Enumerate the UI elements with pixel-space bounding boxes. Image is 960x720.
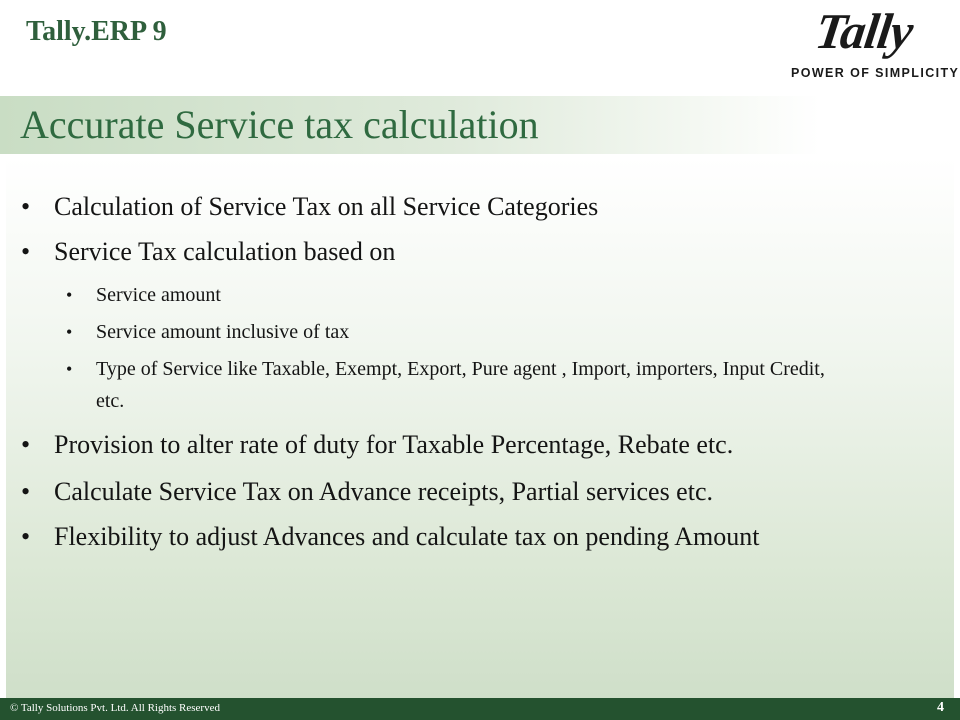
bullet-item: • Provision to alter rate of duty for Taxable Percentage, Rebate etc. (54, 428, 914, 461)
bullet-item: • Calculate Service Tax on Advance receipts, Partial services etc. (54, 475, 914, 508)
bullet-item: • Service Tax calculation based on (54, 235, 914, 268)
page-number: 4 (937, 700, 944, 715)
footer-bar (0, 698, 960, 720)
sub-bullet-item: • Type of Service like Taxable, Exempt, Export, Pure agent , Import, importers, Input Credit, etc. (96, 353, 856, 417)
bullet-item: • Flexibility to adjust Advances and calculate tax on pending Amount (54, 520, 834, 553)
bullet-item: • Calculation of Service Tax on all Service Categories (54, 190, 914, 223)
slide-title: Accurate Service tax calculation (20, 102, 539, 147)
sub-bullet-item: • Service amount (96, 279, 856, 311)
header-product-name: Tally.ERP 9 (26, 16, 167, 47)
footer-copyright: © Tally Solutions Pvt. Ltd. All Rights Reserved (10, 702, 220, 714)
tally-logo (788, 3, 960, 88)
sub-bullet-item: • Service amount inclusive of tax (96, 316, 856, 348)
logo-wordmark: Tally (812, 3, 916, 59)
logo-tagline: POWER OF SIMPLICITY (791, 66, 960, 80)
